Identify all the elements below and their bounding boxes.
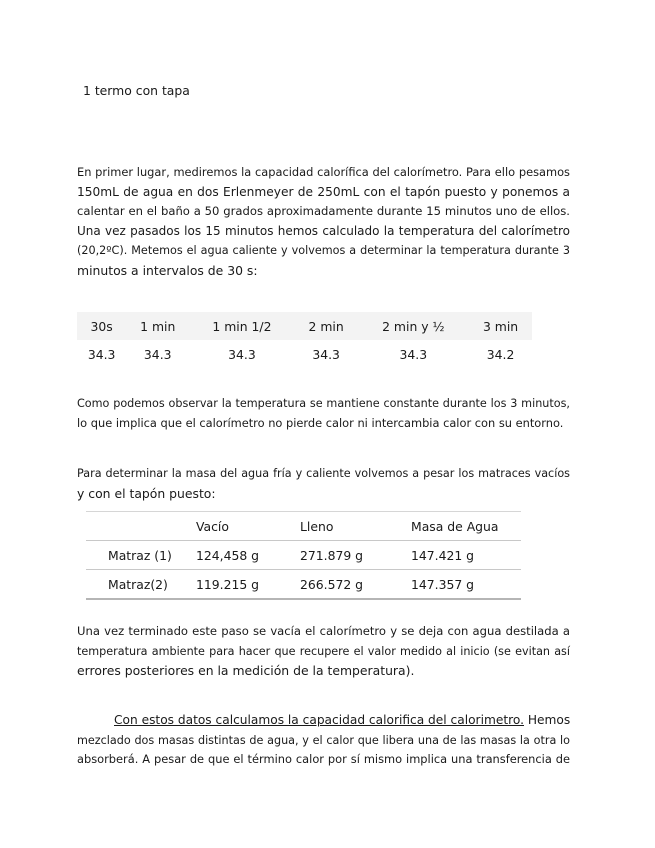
- text-line: Como podemos observar la temperatura se mantiene constante durante los 3 minutos,: [77, 397, 570, 410]
- text-line: mezclado dos masas distintas de agua, y el calor que libera una de las masas la otra lo: [77, 733, 570, 747]
- text-line: Para determinar la masa del agua fría y caliente volvemos a pesar los matraces vacíos: [77, 467, 570, 480]
- table-header-cell: 1 min 1/2: [189, 312, 295, 340]
- table-header-cell: 30s: [77, 312, 126, 340]
- table-header-cell: 1 min: [126, 312, 189, 340]
- table-row: [86, 541, 521, 570]
- table-header-cell: 3 min: [469, 312, 532, 340]
- text-line: Una vez terminado este paso se vacía el calorímetro y se deja con agua destilada a: [77, 624, 570, 638]
- table-cell: Matraz (1): [86, 541, 174, 570]
- table-header-row: [86, 512, 521, 541]
- text-line: absorberá. A pesar de que el término calor por sí mismo implica una transferencia de: [77, 752, 570, 767]
- intro-paragraph: [77, 163, 570, 281]
- table-cell: 271.879 g: [278, 541, 389, 570]
- text-line: (20,2ºC). Metemos el agua caliente y volvemos a determinar la temperatura durante 3: [77, 244, 570, 258]
- text-line: En primer lugar, mediremos la capacidad calorífica del calorímetro. Para ello pesamos: [77, 165, 570, 179]
- table-cell: 34.3: [143, 346, 172, 362]
- text-line: errores posteriores en la medición de la temperatura).: [77, 663, 415, 679]
- text-line: Una vez pasados los 15 minutos hemos calculado la temperatura del calorímetro: [77, 223, 570, 238]
- table-header-row: [77, 312, 532, 340]
- table-cell: 34.2: [486, 346, 515, 362]
- table-cell: 119.215 g: [174, 570, 278, 600]
- table-cell: 34.3: [312, 346, 340, 362]
- text-line: y con el tapón puesto:: [77, 485, 216, 501]
- table-cell: 266.572 g: [278, 570, 389, 600]
- table-row: [86, 570, 521, 600]
- mass-intro-paragraph: [77, 464, 570, 503]
- text-line: temperatura ambiente para hacer que recupere el valor medido al inicio (se evitan así: [77, 644, 570, 658]
- table-header-cell: [86, 512, 174, 541]
- text-line: [77, 711, 570, 731]
- table-cell: 124,458 g: [174, 541, 278, 570]
- table-header-cell: Masa de Agua: [389, 512, 521, 541]
- text-line: minutos a intervalos de 30 s:: [77, 262, 258, 278]
- table-cell: 147.357 g: [389, 570, 521, 600]
- materials-item: 1 termo con tapa: [83, 83, 190, 98]
- table-cell: 34.3: [399, 346, 428, 362]
- text-fragment: Hemos: [523, 713, 571, 727]
- table-header-cell: 2 min y ½: [358, 312, 470, 340]
- table-cell: Matraz(2): [86, 570, 174, 600]
- observation-paragraph: [77, 394, 570, 433]
- table-row: [77, 340, 532, 368]
- mass-table: [86, 511, 521, 600]
- text-line: calentar en el baño a 50 grados aproximadamente durante 15 minutos uno de ellos.: [77, 204, 570, 219]
- table-header-cell: Lleno: [278, 512, 389, 541]
- table-cell: 34.3: [228, 346, 256, 362]
- table-cell: 147.421 g: [389, 541, 521, 570]
- table-header-cell: 2 min: [295, 312, 358, 340]
- cleanup-paragraph: [77, 622, 570, 681]
- table-cell: 34.3: [87, 346, 116, 362]
- calculation-paragraph: [77, 711, 570, 770]
- text-line: 150mL de agua en dos Erlenmeyer de 250mL con el tapón puesto y ponemos a: [77, 184, 570, 199]
- table-header-cell: Vacío: [174, 512, 278, 541]
- text-line: lo que implica que el calorímetro no pierde calor ni intercambia calor con su entorno.: [77, 415, 564, 430]
- section-heading-underlined: Con estos datos calculamos la capacidad calorifica del calorimetro.: [114, 713, 524, 727]
- temperature-table: [77, 312, 532, 368]
